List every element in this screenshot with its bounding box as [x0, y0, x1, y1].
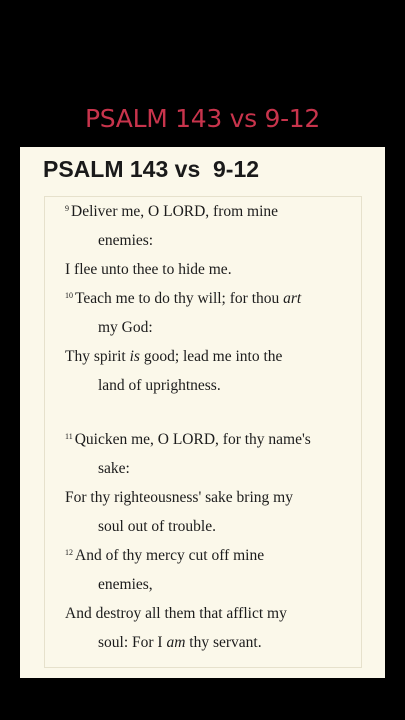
verse-11-line-3: For thy righteousness' sake bring my: [65, 489, 293, 506]
verse-10-line-2: my God:: [98, 319, 153, 336]
verse-10-line-4: land of uprightness.: [98, 377, 221, 394]
verse-11-line-2: sake:: [98, 460, 130, 477]
verse-11-line-4: soul out of trouble.: [98, 518, 216, 535]
verse-11-text-1: Quicken me, O LORD, for thy name's: [74, 431, 311, 448]
verse-10-line-3: [65, 348, 282, 366]
verse-9-text-1: Deliver me, O LORD, from mine: [71, 203, 279, 220]
verse-9-line-2: enemies:: [98, 232, 154, 249]
verse-number-12: 12: [65, 548, 73, 557]
verse-9-line-3: I flee unto thee to hide me.: [65, 261, 232, 278]
verse-10-italic-is: is: [129, 348, 140, 365]
verse-number-11: 11: [65, 432, 73, 441]
verse-10-line-1: [65, 290, 301, 308]
verse-number-10: 10: [65, 291, 73, 300]
scripture-card: [20, 147, 385, 678]
card-title: PSALM 143 vs 9-12: [43, 156, 260, 182]
verse-12-italic-am: am: [166, 634, 186, 651]
verse-12-line-4: [98, 634, 262, 652]
verse-12-line-3: And destroy all them that afflict my: [65, 605, 287, 622]
verse-12-line-1: [65, 547, 264, 565]
verse-12-line-2: enemies,: [98, 576, 153, 593]
verse-12-text-4c: thy servant.: [185, 634, 262, 651]
overlay-title: PSALM 143 vs 9-12: [84, 104, 321, 133]
verse-9-line-1: [65, 203, 278, 221]
verse-10-text-3c: good; lead me into the: [139, 348, 283, 365]
verse-10-italic-art: art: [283, 290, 302, 307]
verse-number-9: 9: [65, 204, 69, 213]
verse-12-text-4a: soul: For I: [98, 634, 167, 651]
verse-10-text-3a: Thy spirit: [65, 348, 130, 365]
verse-box: [44, 196, 362, 668]
verse-11-line-1: [65, 431, 311, 449]
verse-10-text-1a: Teach me to do thy will; for thou: [75, 290, 284, 307]
verse-12-text-1: And of thy mercy cut off mine: [75, 547, 265, 564]
